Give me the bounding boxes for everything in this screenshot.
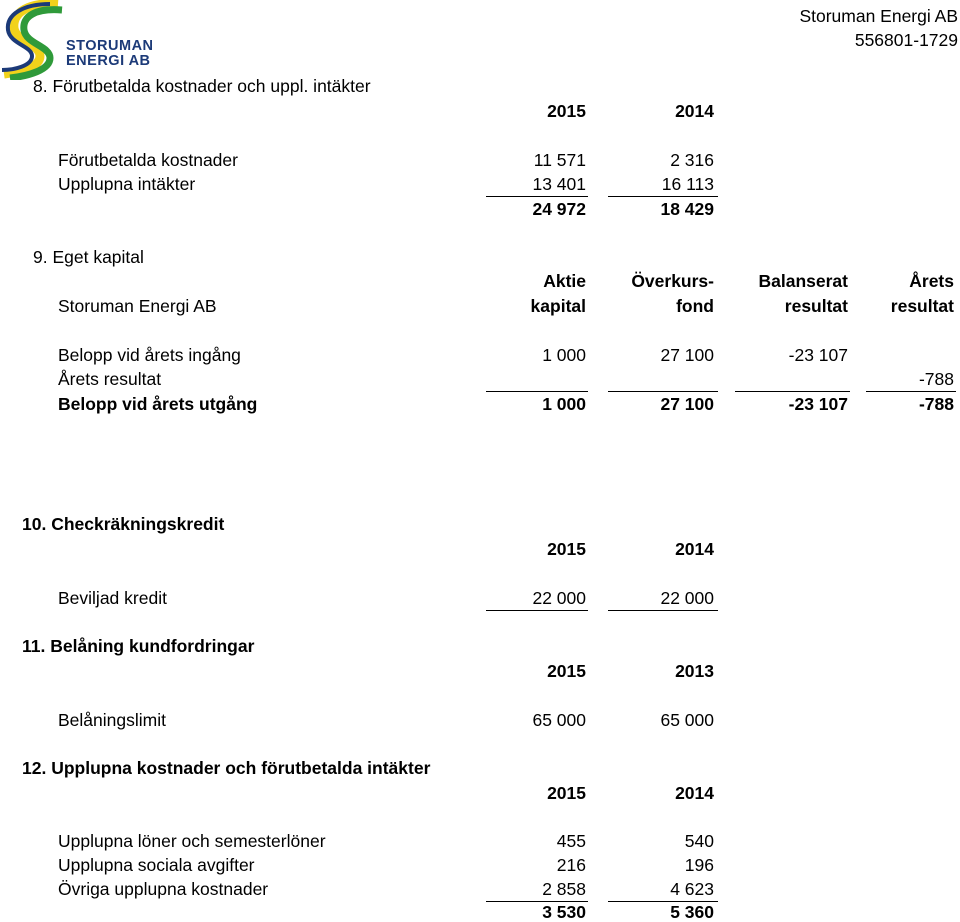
note9-col-header: Aktie [543, 271, 586, 291]
note9-title: 9. Eget kapital [33, 247, 144, 267]
note12-row-label: Upplupna löner och semesterlöner [58, 831, 326, 851]
note12-row-label: Övriga upplupna kostnader [58, 879, 269, 899]
note10-row-value: 22 000 [660, 588, 714, 608]
company-logo [0, 0, 165, 80]
note9-underline [486, 391, 588, 392]
note12-row-value: 4 623 [670, 879, 714, 899]
note9-total: -788 [918, 394, 954, 414]
note10-underline [486, 610, 588, 611]
note8-header-2015: 2015 [547, 101, 586, 121]
note12-row-value: 2 858 [542, 879, 586, 899]
note9-col-header: Överkurs- [631, 271, 714, 291]
note9-col-header: fond [676, 296, 714, 316]
note11-title: 11. Belåning kundfordringar [22, 636, 255, 656]
note12-row-value: 216 [556, 855, 586, 875]
note8-row-label: Upplupna intäkter [58, 174, 196, 194]
note9-underline [608, 391, 718, 392]
note9-row-label: Belopp vid årets ingång [58, 345, 241, 365]
note9-total: -23 107 [788, 394, 848, 414]
note9-entity: Storuman Energi AB [58, 296, 217, 316]
note10-title: 10. Checkräkningskredit [22, 514, 225, 534]
note9-col-header: Årets [909, 271, 954, 291]
org-number: 556801-1729 [854, 30, 958, 50]
note9-row-label: Årets resultat [58, 369, 162, 389]
note8-underline [608, 196, 718, 197]
note9-total-label: Belopp vid årets utgång [58, 394, 258, 414]
note8-underline [486, 196, 588, 197]
note11-header-2015: 2015 [547, 661, 586, 681]
note9-row-value: -788 [918, 369, 954, 389]
note9-total: 1 000 [542, 394, 586, 414]
note12-row-value: 540 [684, 831, 714, 851]
note11-row-label: Belåningslimit [58, 710, 166, 730]
note9-col-header: resultat [784, 296, 848, 316]
note12-header-2014: 2014 [675, 783, 714, 803]
note11-row-value: 65 000 [532, 710, 586, 730]
note9-row-value: 27 100 [660, 345, 714, 365]
note8-row-value: 13 401 [532, 174, 586, 194]
note12-row-value: 455 [556, 831, 586, 851]
note12-title: 12. Upplupna kostnader och förutbetalda intäkter [22, 758, 431, 778]
note10-row-label: Beviljad kredit [58, 588, 167, 608]
note8-row-value: 16 113 [661, 174, 714, 194]
note8-title: 8. Förutbetalda kostnader och uppl. intäkter [33, 76, 371, 96]
note10-header-2015: 2015 [547, 539, 586, 559]
note9-col-header: Balanserat [758, 271, 848, 291]
note8-row-value: 2 316 [670, 150, 714, 170]
note12-header-2015: 2015 [547, 783, 586, 803]
note9-underline [866, 391, 956, 392]
note10-underline [608, 610, 718, 611]
note9-underline [735, 391, 850, 392]
note11-header-2013: 2013 [675, 661, 714, 681]
logo-s-mark-icon [0, 0, 66, 80]
company-name: Storuman Energi AB [799, 6, 958, 26]
note11-row-value: 65 000 [660, 710, 714, 730]
note12-row-label: Upplupna sociala avgifter [58, 855, 255, 875]
note9-col-header: resultat [890, 296, 954, 316]
note9-row-value: -23 107 [788, 345, 848, 365]
note9-col-header: kapital [530, 296, 586, 316]
logo-text-line1: STORUMAN [66, 38, 154, 54]
note8-total: 24 972 [532, 199, 586, 219]
note12-total: 3 530 [542, 902, 586, 922]
note9-total: 27 100 [660, 394, 714, 414]
note8-row-value: 11 571 [533, 150, 586, 170]
note8-row-label: Förutbetalda kostnader [58, 150, 238, 170]
note10-header-2014: 2014 [675, 539, 714, 559]
note9-row-value: 1 000 [542, 345, 586, 365]
note8-total: 18 429 [660, 199, 714, 219]
note12-total: 5 360 [670, 902, 714, 922]
logo-text-line2: ENERGI AB [66, 53, 151, 69]
note8-header-2014: 2014 [675, 101, 714, 121]
note10-row-value: 22 000 [532, 588, 586, 608]
note12-row-value: 196 [684, 855, 714, 875]
